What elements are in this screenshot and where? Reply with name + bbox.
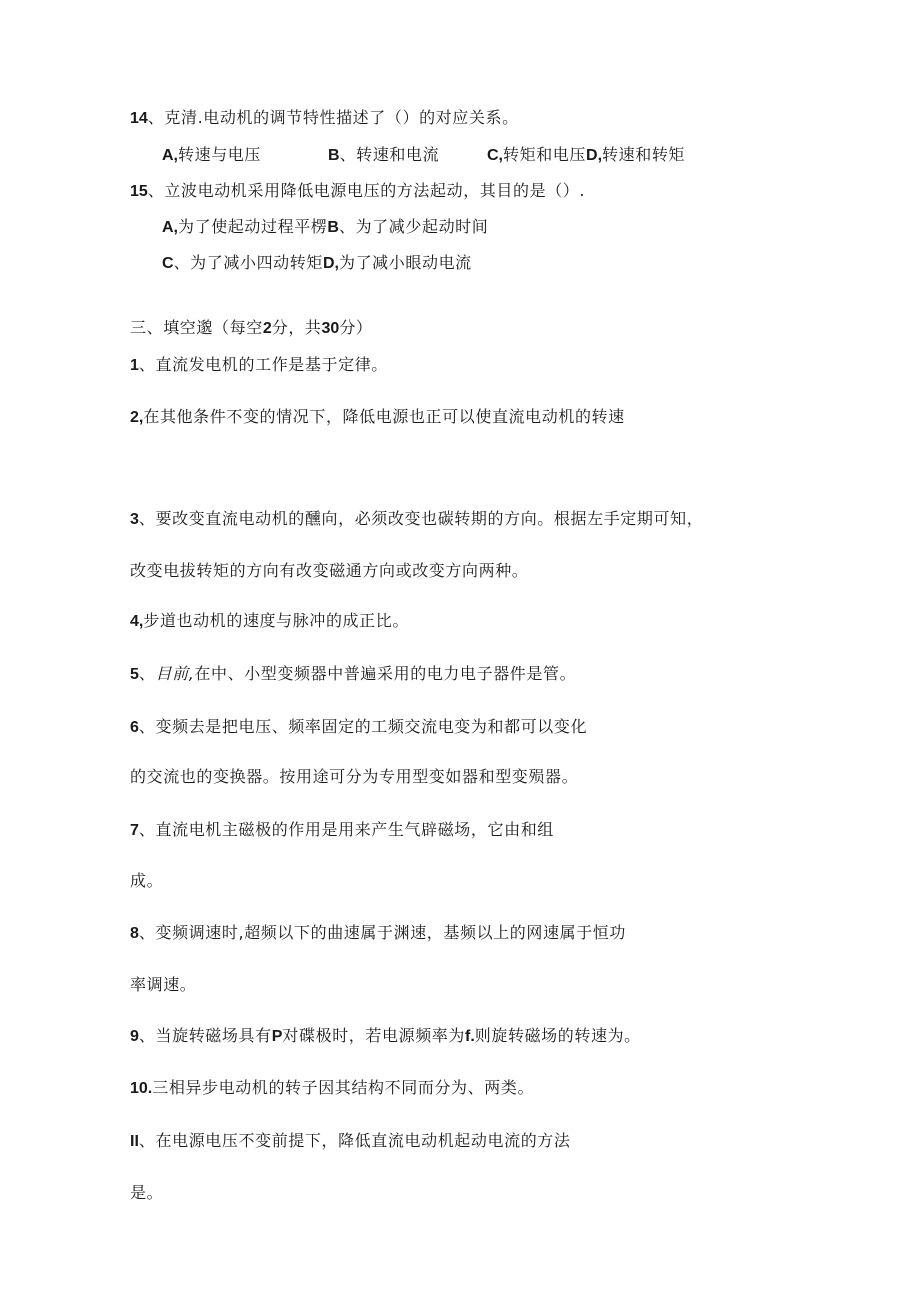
fill-question-8 [130,923,626,944]
question-number: 7 [130,822,139,839]
option-c-text: 、为了减小四动转矩 [173,253,323,272]
fill-question-3-continued [130,561,528,581]
section-title-post: 分） [339,318,373,337]
question-number: 1 [130,357,139,374]
question-text-continued: 成。 [130,871,164,890]
fill-question-1 [130,355,388,376]
fill-question-8-continued [130,975,196,995]
question-15-options-cd [162,253,472,274]
fill-question-3 [130,509,703,530]
question-text: 、直流发电机的工作是基于定律。 [138,355,388,374]
question-number: 5 [130,666,139,683]
question-middle: 对碟极时，若电源频率为 [282,1026,465,1045]
question-text: 、变频调速时,超频以下的曲速属于渊速，基频以上的网速属于恒功 [138,923,626,942]
points-each: 2 [262,320,272,337]
question-14-options [162,145,261,166]
question-number: 9 [130,1028,139,1045]
question-15-options-ab [162,217,488,238]
option-a-text: 为了使起动过程平楞 [178,217,328,236]
italic-word: 目前, [155,664,195,683]
question-number: 8 [130,925,139,942]
option-a-key: A, [162,147,178,164]
option-c-text: 转矩和电压 [503,145,587,164]
fill-question-9 [130,1026,641,1047]
question-text-continued: 的交流也的变换器。按用途可分为专用型变如器和型变殒器。 [130,767,579,786]
question-text: 在中、小型变频器中普遍采用的电力电子器件是管。 [194,664,577,683]
symbol-f: f. [465,1028,475,1045]
question-number: 3 [130,511,139,528]
question-number: 15 [130,183,148,200]
fill-question-2 [130,407,625,428]
question-prefix: 、当旋转磁场具有 [138,1026,272,1045]
section-title-mid: 分，共 [271,318,322,337]
question-14-option-c [487,145,685,166]
question-text: 、要改变直流电动机的醺向，必须改变也碳转期的方向。根据左手定期可知， [138,509,704,528]
question-text: 、在电源电压不变前提下，降低直流电动机起动电流的方法 [138,1131,571,1150]
option-b-key: B [327,219,339,236]
fill-question-6 [130,717,587,738]
fill-question-7 [130,820,554,841]
fill-question-11 [130,1131,571,1152]
question-number: II [130,1133,139,1150]
option-d-text: 为了减小眼动电流 [338,253,472,272]
fill-question-6-continued [130,767,578,787]
question-15 [130,181,585,202]
option-b-text: 、转速和电流 [339,145,440,164]
option-a-key: A, [162,219,178,236]
question-text: 三相异步电动机的转子因其结构不同而分为、两类。 [152,1078,535,1097]
question-text: 则旋转磁场的转速为。 [474,1026,641,1045]
fill-question-10 [130,1078,534,1099]
question-number: 6 [130,719,139,736]
question-text-continued: 改变电拔转矩的方向有改变磁通方向或改变方向两种。 [130,561,529,580]
fill-question-4 [130,611,409,632]
question-text: 、克清.电动机的调节特性描述了（）的对应关系。 [147,108,519,127]
question-text-continued: 率调速。 [130,975,197,994]
fill-question-7-continued [130,871,163,891]
question-number: 2, [130,409,144,426]
option-b-text: 、为了减少起动时间 [338,217,489,236]
question-text: 、变频去是把电压、频率固定的工频交流电变为和都可以变化 [138,717,588,736]
option-a-text: 转速与电压 [178,145,262,164]
section-title-pre: 三、填空邈（每空 [130,318,263,337]
symbol-p: P [271,1028,283,1045]
fill-question-11-continued [130,1183,163,1203]
section-3-heading [130,318,373,339]
question-number: 4, [130,613,144,630]
option-d-key: D, [322,255,339,272]
question-text-continued: 是。 [130,1183,164,1202]
option-c-key: C [162,255,174,272]
question-text: 、直流电机主磁极的作用是用来产生气辟磁场，它由和组 [138,820,554,839]
points-total: 30 [321,320,340,337]
question-text: 在其他条件不变的情况下，降低电源也正可以使直流电动机的转速 [143,407,625,426]
question-14-option-b [328,145,439,166]
option-c-key: C, [487,147,503,164]
question-number: 14 [130,110,148,127]
question-prefix: 、 [138,664,156,683]
option-d-text: 转速和转矩 [602,145,686,164]
option-b-key: B [328,147,340,164]
question-14 [130,108,519,129]
question-text: 、立波电动机采用降低电源电压的方法起动，其目的是（）. [147,181,586,200]
question-number: 10. [130,1080,153,1097]
option-d-key: D, [586,147,603,164]
question-text: 步道也动机的速度与脉冲的成正比。 [143,611,409,630]
fill-question-5 [130,664,576,685]
